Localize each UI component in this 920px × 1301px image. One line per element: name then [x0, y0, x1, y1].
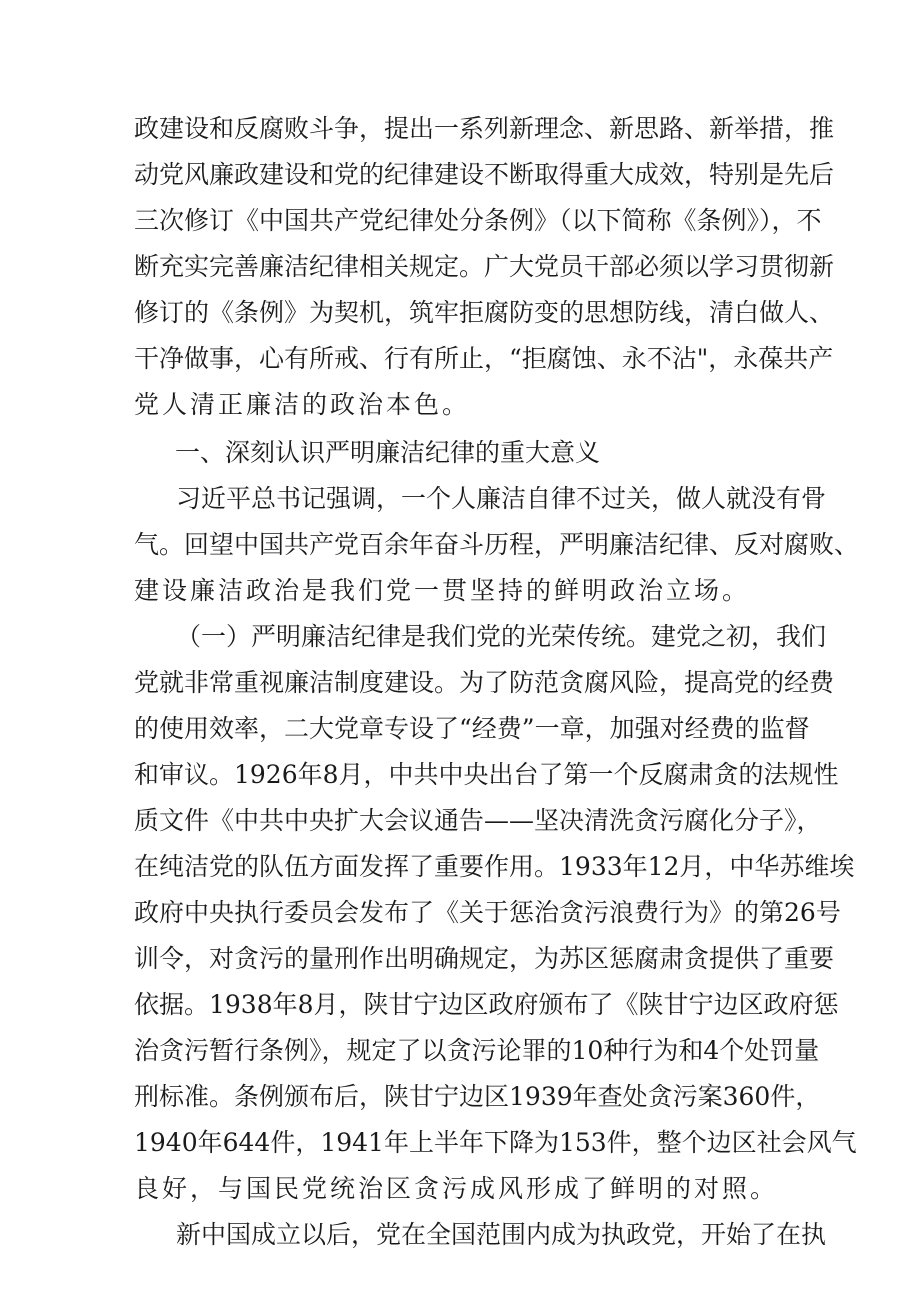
paragraph-line: 修订的《条例》为契机，筑牢拒腐防变的思想防线，清白做人、 — [134, 298, 835, 327]
paragraph-line: （一）严明廉洁纪律是我们党的光荣传统。建党之初，我们 — [176, 622, 827, 651]
paragraph-line: 质文件《中共中央扩大会议通告——坚决清洗贪污腐化分子》， — [134, 806, 822, 835]
paragraph-line: 的使用效率，二大党章专设了“经费”一章，加强对经费的监督 — [134, 714, 810, 743]
paragraph-line: 断充实完善廉洁纪律相关规定。广大党员干部必须以学习贯彻新 — [134, 252, 835, 281]
paragraph-line: 三次修订《中国共产党纪律处分条例》（以下简称《条例》），不 — [134, 206, 822, 235]
paragraph-line: 党就非常重视廉洁制度建设。为了防范贪腐风险，提高党的经费 — [134, 668, 835, 697]
paragraph-line: 新中国成立以后，党在全国范围内成为执政党，开始了在执 — [176, 1220, 827, 1249]
paragraph-line: 在纯洁党的队伍方面发挥了重要作用。1933年12月，中华苏维埃 — [134, 852, 855, 881]
paragraph-line: 政府中央执行委员会发布了《关于惩治贪污浪费行为》的第26号 — [134, 898, 841, 927]
paragraph-line: 良好，与国民党统治区贪污成风形成了鲜明的对照。 — [134, 1174, 779, 1203]
paragraph-line: 动党风廉政建设和党的纪律建设不断取得重大成效，特别是先后 — [134, 160, 835, 189]
paragraph-line: 和审议。1926年8月，中共中央出台了第一个反腐肃贪的法规性 — [134, 760, 839, 789]
paragraph-line: 建设廉洁政治是我们党一贯坚持的鲜明政治立场。 — [134, 576, 751, 605]
paragraph-line: 干净做事，心有所戒、行有所止，“拒腐蚀、永不沾"，永葆共产 — [134, 344, 834, 373]
paragraph-line: 刑标准。条例颁布后，陕甘宁边区1939年查处贪污案360件， — [134, 1082, 821, 1111]
paragraph-line: 依据。1938年8月，陕甘宁边区政府颁布了《陕甘宁边区政府惩 — [134, 990, 839, 1019]
paragraph-line: 训令，对贪污的量刑作出明确规定，为苏区惩腐肃贪提供了重要 — [134, 944, 835, 973]
paragraph-line: 气。回望中国共产党百余年奋斗历程，严明廉洁纪律、反对腐败、 — [134, 530, 860, 559]
paragraph-line: 政建设和反腐败斗争，提出一系列新理念、新思路、新举措，推 — [134, 114, 835, 143]
paragraph-line: 治贪污暂行条例》，规定了以贪污论罪的10种行为和4个处罚量 — [134, 1036, 820, 1065]
paragraph-line: 习近平总书记强调，一个人廉洁自律不过关，做人就没有骨 — [176, 484, 827, 513]
paragraph-line: 1940年644件，1941年上半年下降为153件，整个边区社会风气 — [134, 1128, 857, 1157]
section-heading: 一、深刻认识严明廉洁纪律的重大意义 — [175, 438, 601, 467]
paragraph-line: 党人清正廉洁的政治本色。 — [134, 390, 471, 419]
